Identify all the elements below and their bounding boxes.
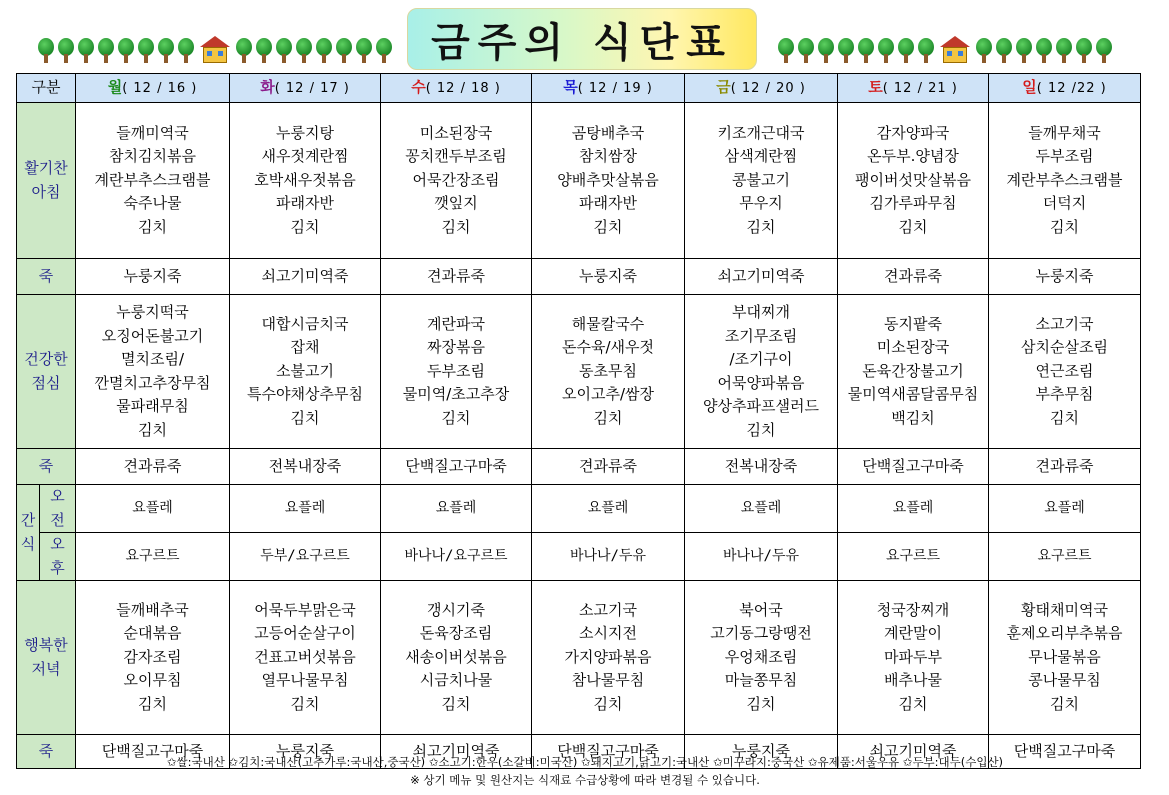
menu-item: 김치 bbox=[138, 694, 167, 713]
change-notice: ※ 상기 메뉴 및 원산지는 식재료 수급상황에 따라 변경될 수 있습니다. bbox=[410, 773, 760, 787]
day-name: 월 bbox=[107, 77, 123, 96]
snack-am-item: 요플레 bbox=[685, 485, 838, 533]
page-title: 금주의 식단표 bbox=[407, 8, 757, 70]
tree-icon bbox=[38, 38, 54, 64]
snack-pm-item: 요구르트 bbox=[838, 533, 989, 581]
tree-icon bbox=[118, 38, 134, 64]
tree-icon bbox=[296, 38, 312, 64]
porridge-morning-label bbox=[17, 259, 76, 295]
left-tree-decoration bbox=[38, 38, 392, 64]
menu-item: 순대볶음 bbox=[123, 624, 182, 643]
snack-pm-label-line: 후 bbox=[50, 558, 65, 577]
day-header bbox=[685, 74, 838, 103]
menu-item: 김치 bbox=[441, 694, 471, 713]
porridge-item: 누룽지죽 bbox=[532, 259, 685, 295]
porridge-lunch-row bbox=[17, 449, 1141, 485]
tree-icon bbox=[376, 38, 392, 64]
menu-item: 새우젓계란찜 bbox=[261, 147, 349, 166]
lunch-label-line: 건강한 bbox=[24, 350, 68, 368]
dinner-menu-cell bbox=[230, 581, 381, 735]
porridge-lunch-label bbox=[17, 449, 76, 485]
menu-item: 어묵두부맑은국 bbox=[254, 600, 356, 619]
lunch-menu-cell bbox=[532, 295, 685, 449]
menu-item: 물파래무침 bbox=[116, 397, 189, 415]
menu-item: 김치 bbox=[746, 694, 776, 713]
tree-icon bbox=[138, 38, 154, 64]
porridge-item: 단백질고구마죽 bbox=[989, 735, 1141, 769]
porridge-item: 견과류죽 bbox=[381, 259, 532, 295]
snack-am-row bbox=[17, 485, 1141, 533]
menu-item: 꽁치캔두부조림 bbox=[405, 147, 507, 166]
lunch-label-line: 점심 bbox=[31, 373, 61, 392]
menu-item: 마파두부 bbox=[884, 647, 942, 666]
tree-icon bbox=[798, 38, 814, 64]
menu-item: 물미역새콤달콤무침 bbox=[847, 385, 979, 404]
menu-item: 소고기국 bbox=[1035, 314, 1094, 333]
porridge-item: 견과류죽 bbox=[989, 449, 1141, 485]
snack-am-item: 요플레 bbox=[381, 485, 532, 533]
menu-item: 김치 bbox=[1050, 217, 1079, 236]
menu-item: 키조개근대국 bbox=[717, 123, 805, 142]
menu-item: 멸치조림/ bbox=[121, 350, 185, 368]
lunch-menu-cell bbox=[989, 295, 1141, 449]
menu-item: 소불고기 bbox=[276, 361, 334, 380]
lunch-menu-cell bbox=[381, 295, 532, 449]
menu-item: 조기무조림 bbox=[724, 326, 798, 345]
tree-icon bbox=[878, 38, 894, 64]
day-date: ( 12 /22 ) bbox=[1036, 80, 1107, 96]
porridge-item: 단백질고구마죽 bbox=[381, 449, 532, 485]
day-header bbox=[230, 74, 381, 103]
snack-pm-label-line: 오 bbox=[50, 535, 65, 553]
lunch-row bbox=[17, 295, 1141, 449]
breakfast-menu-cell bbox=[532, 103, 685, 259]
snack-am-label-line: 오 bbox=[50, 487, 65, 505]
porridge-item: 누룽지죽 bbox=[685, 735, 838, 769]
tree-icon bbox=[1096, 38, 1112, 64]
breakfast-menu-cell bbox=[989, 103, 1141, 259]
menu-item: 특수야채상추무침 bbox=[247, 385, 363, 404]
menu-item: 김치 bbox=[1050, 694, 1079, 713]
header-row bbox=[17, 74, 1141, 103]
porridge-item: 단백질고구마죽 bbox=[76, 735, 230, 769]
lunch-menu-cell bbox=[685, 295, 838, 449]
menu-item: 깻잎지 bbox=[434, 194, 478, 213]
day-header bbox=[838, 74, 989, 103]
menu-item: 어묵간장조림 bbox=[412, 170, 500, 189]
lunch-menu-cell bbox=[76, 295, 230, 449]
menu-item: 물미역/초고추장 bbox=[402, 385, 510, 404]
dinner-menu-cell bbox=[532, 581, 685, 735]
dinner-menu-cell bbox=[685, 581, 838, 735]
menu-item: 콩나물무침 bbox=[1028, 671, 1101, 690]
day-name: 일 bbox=[1022, 77, 1037, 96]
snack-am-item: 요플레 bbox=[989, 485, 1141, 533]
day-name: 수 bbox=[411, 77, 426, 96]
tree-icon bbox=[98, 38, 114, 64]
menu-item: 돈육장조림 bbox=[419, 624, 493, 643]
snack-pm-label bbox=[40, 533, 76, 581]
breakfast-menu-cell bbox=[76, 103, 230, 259]
day-header bbox=[76, 74, 230, 103]
menu-item: 김치 bbox=[1050, 408, 1079, 427]
menu-item: 백김치 bbox=[891, 408, 935, 427]
dinner-menu-cell bbox=[989, 581, 1141, 735]
tree-icon bbox=[976, 38, 992, 64]
menu-item: 김치 bbox=[593, 408, 623, 427]
breakfast-label-line: 활기찬 bbox=[24, 159, 68, 177]
porridge-item: 누룽지죽 bbox=[76, 259, 230, 295]
menu-item: 열무나물무침 bbox=[261, 671, 349, 690]
porridge-item: 쇠고기미역죽 bbox=[685, 259, 838, 295]
menu-item: 가지양파볶음 bbox=[564, 647, 652, 666]
menu-item: 숙주나물 bbox=[123, 194, 182, 213]
menu-item: 돈육간장불고기 bbox=[862, 361, 964, 380]
snack-label-line: 간 bbox=[20, 511, 36, 529]
menu-item: 김치 bbox=[290, 217, 320, 236]
breakfast-menu-cell bbox=[838, 103, 989, 259]
menu-item: 무우지 bbox=[739, 194, 783, 213]
right-tree-decoration bbox=[778, 38, 1112, 64]
snack-am-item: 요플레 bbox=[838, 485, 989, 533]
menu-item: 미소된장국 bbox=[419, 123, 493, 142]
menu-item: 마늘쫑무침 bbox=[724, 671, 798, 690]
menu-item: 누룽지떡국 bbox=[116, 303, 189, 321]
house-icon bbox=[200, 36, 230, 64]
menu-item: 김치 bbox=[898, 217, 928, 236]
dinner-label-line: 행복한 bbox=[24, 636, 68, 654]
menu-item: 무나물볶음 bbox=[1028, 647, 1101, 666]
menu-item: 더덕지 bbox=[1042, 194, 1087, 213]
snack-am-label bbox=[40, 485, 76, 533]
breakfast-label-line: 아침 bbox=[31, 182, 61, 201]
day-date: ( 12 / 20 ) bbox=[730, 80, 806, 96]
breakfast-label bbox=[17, 103, 76, 259]
menu-item: 삼치순살조림 bbox=[1021, 338, 1108, 357]
porridge-item: 쇠고기미역죽 bbox=[381, 735, 532, 769]
menu-item: 건표고버섯볶음 bbox=[254, 647, 356, 666]
breakfast-menu-cell bbox=[381, 103, 532, 259]
menu-item: 양상추파프샐러드 bbox=[703, 397, 819, 415]
menu-item: 오이무침 bbox=[123, 671, 182, 690]
day-date: ( 12 / 18 ) bbox=[425, 80, 501, 96]
tree-icon bbox=[276, 38, 292, 64]
snack-am-item: 요플레 bbox=[230, 485, 381, 533]
breakfast-row bbox=[17, 103, 1141, 259]
menu-item: 두부조림 bbox=[427, 361, 485, 380]
menu-item: 소시지전 bbox=[579, 624, 637, 643]
porridge-morning-label-line: 죽 bbox=[38, 266, 54, 285]
menu-item: 소고기국 bbox=[579, 600, 637, 619]
menu-item: 오이고추/쌈장 bbox=[562, 385, 655, 404]
menu-item: 계란파국 bbox=[427, 314, 485, 333]
tree-icon bbox=[178, 38, 194, 64]
snack-label-line: 식 bbox=[20, 534, 36, 553]
tree-icon bbox=[996, 38, 1012, 64]
day-header bbox=[989, 74, 1141, 103]
menu-item: 새송이버섯볶음 bbox=[405, 647, 507, 666]
menu-item: 우엉채조림 bbox=[724, 647, 798, 666]
dinner-row bbox=[17, 581, 1141, 735]
lunch-menu-cell bbox=[838, 295, 989, 449]
porridge-item: 단백질고구마죽 bbox=[838, 449, 989, 485]
lunch-label bbox=[17, 295, 76, 449]
menu-item: 참나물무침 bbox=[571, 671, 645, 690]
menu-item: 김치 bbox=[138, 217, 167, 236]
porridge-item: 견과류죽 bbox=[76, 449, 230, 485]
menu-item: 누룽지탕 bbox=[276, 123, 334, 142]
snack-am-label-line: 전 bbox=[50, 510, 65, 529]
porridge-item: 쇠고기미역죽 bbox=[838, 735, 989, 769]
menu-item: 고기동그랑땡전 bbox=[710, 624, 812, 643]
dinner-menu-cell bbox=[838, 581, 989, 735]
gubun-header: 구분 bbox=[17, 74, 76, 103]
day-date: ( 12 / 19 ) bbox=[577, 80, 653, 96]
porridge-item: 누룽지죽 bbox=[989, 259, 1141, 295]
menu-item: 계란부추스크램블 bbox=[94, 170, 211, 189]
day-header bbox=[532, 74, 685, 103]
menu-item: 황태채미역국 bbox=[1021, 600, 1108, 619]
porridge-item: 누룽지죽 bbox=[230, 735, 381, 769]
menu-item: 시금치나물 bbox=[419, 671, 493, 690]
tree-icon bbox=[1056, 38, 1072, 64]
tree-icon bbox=[778, 38, 794, 64]
menu-item: 들깨배추국 bbox=[116, 600, 189, 619]
dinner-menu-cell bbox=[76, 581, 230, 735]
menu-item: 오징어돈불고기 bbox=[101, 326, 204, 345]
porridge-item: 견과류죽 bbox=[838, 259, 989, 295]
day-name: 화 bbox=[260, 77, 275, 96]
porridge-item: 견과류죽 bbox=[532, 449, 685, 485]
menu-item: 김치 bbox=[593, 217, 623, 236]
menu-item: 김치 bbox=[441, 408, 471, 427]
menu-item: 짜장볶음 bbox=[427, 338, 485, 357]
porridge-lunch-label-line: 죽 bbox=[38, 456, 54, 475]
menu-item: 참치김치볶음 bbox=[109, 147, 196, 166]
tree-icon bbox=[1076, 38, 1092, 64]
tree-icon bbox=[838, 38, 854, 64]
menu-item: 미소된장국 bbox=[876, 338, 950, 357]
snack-pm-item: 바나나/요구르트 bbox=[381, 533, 532, 581]
tree-icon bbox=[898, 38, 914, 64]
snack-pm-item: 두부/요구르트 bbox=[230, 533, 381, 581]
menu-item: 파래자반 bbox=[579, 194, 637, 213]
menu-item: 김치 bbox=[898, 694, 928, 713]
breakfast-menu-cell bbox=[685, 103, 838, 259]
menu-item: 팽이버섯맛살볶음 bbox=[855, 170, 971, 189]
day-date: ( 12 / 17 ) bbox=[274, 80, 350, 96]
menu-item: 대합시금치국 bbox=[261, 314, 349, 333]
day-header bbox=[381, 74, 532, 103]
snack-am-item: 요플레 bbox=[76, 485, 230, 533]
menu-item: 감자조림 bbox=[123, 647, 182, 666]
menu-item: 두부조림 bbox=[1035, 147, 1094, 166]
menu-item: 김치 bbox=[746, 420, 776, 439]
menu-item: 양배추맛살볶음 bbox=[557, 170, 659, 189]
menu-item: 김치 bbox=[290, 408, 320, 427]
menu-item: 호박새우젓볶음 bbox=[254, 170, 356, 189]
menu-item: 계란말이 bbox=[884, 624, 942, 643]
menu-item: 들깨미역국 bbox=[116, 123, 189, 142]
tree-icon bbox=[58, 38, 74, 64]
porridge-item: 단백질고구마죽 bbox=[532, 735, 685, 769]
day-name: 금 bbox=[716, 77, 731, 96]
day-name: 목 bbox=[563, 77, 578, 96]
menu-item: 곰탕배추국 bbox=[571, 123, 645, 142]
weekly-menu-table bbox=[16, 73, 1141, 769]
house-icon bbox=[940, 36, 970, 64]
snack-pm-item: 요구르트 bbox=[989, 533, 1141, 581]
menu-item: 파래자반 bbox=[276, 194, 334, 213]
menu-item: 김치 bbox=[290, 694, 320, 713]
menu-item: 부추무침 bbox=[1035, 385, 1094, 404]
menu-item: 깐멸치고추장무침 bbox=[94, 373, 211, 392]
menu-item: /조기구이 bbox=[729, 350, 793, 368]
breakfast-menu-cell bbox=[230, 103, 381, 259]
menu-item: 연근조림 bbox=[1035, 361, 1094, 380]
menu-item: 콩불고기 bbox=[732, 170, 790, 189]
tree-icon bbox=[356, 38, 372, 64]
snack-am-item: 요플레 bbox=[532, 485, 685, 533]
porridge-item: 전복내장죽 bbox=[230, 449, 381, 485]
dinner-label bbox=[17, 581, 76, 735]
origin-footnote: ✩쌀:국내산 ✩김치:국내산(고추가루:국내산,중국산) ✩소고기:한우(소갈비:미국산) ✩돼지고기,닭고기:국내산 ✩미꾸라지:중국산 ✩유제품:서울우유 ✩두부:대두(수입산) bbox=[166, 755, 1004, 769]
menu-item: 해물칼국수 bbox=[571, 314, 645, 333]
tree-icon bbox=[918, 38, 934, 64]
lunch-menu-cell bbox=[230, 295, 381, 449]
menu-item: 갱시기죽 bbox=[427, 600, 485, 619]
tree-icon bbox=[158, 38, 174, 64]
tree-icon bbox=[316, 38, 332, 64]
menu-item: 김치 bbox=[746, 217, 776, 236]
porridge-item: 쇠고기미역죽 bbox=[230, 259, 381, 295]
porridge-item: 전복내장죽 bbox=[685, 449, 838, 485]
menu-item: 북어국 bbox=[739, 600, 783, 619]
snack-pm-item: 바나나/두유 bbox=[685, 533, 838, 581]
menu-item: 배추나물 bbox=[884, 671, 942, 690]
menu-item: 참치쌈장 bbox=[579, 147, 637, 166]
tree-icon bbox=[818, 38, 834, 64]
menu-item: 잡채 bbox=[290, 338, 320, 357]
tree-icon bbox=[336, 38, 352, 64]
menu-item: 동지팥죽 bbox=[884, 314, 942, 333]
menu-item: 김가루파무침 bbox=[869, 194, 957, 213]
menu-item: 김치 bbox=[138, 420, 167, 439]
menu-item: 삼색계란찜 bbox=[724, 147, 798, 166]
dinner-menu-cell bbox=[381, 581, 532, 735]
menu-item: 감자양파국 bbox=[876, 123, 950, 142]
menu-item: 훈제오리부추볶음 bbox=[1006, 624, 1123, 643]
tree-icon bbox=[1016, 38, 1032, 64]
day-name: 토 bbox=[868, 77, 883, 96]
day-date: ( 12 / 21 ) bbox=[882, 80, 958, 96]
snack-pm-item: 요구르트 bbox=[76, 533, 230, 581]
menu-item: 고등어순살구이 bbox=[254, 624, 356, 643]
menu-item: 동초무침 bbox=[579, 361, 637, 380]
tree-icon bbox=[236, 38, 252, 64]
porridge-dinner-label-line: 죽 bbox=[38, 741, 54, 760]
menu-item: 온두부.양념장 bbox=[867, 147, 959, 166]
porridge-morning-row bbox=[17, 259, 1141, 295]
dinner-label-line: 저녁 bbox=[31, 659, 61, 678]
menu-item: 청국장찌개 bbox=[876, 600, 950, 619]
snack-pm-row bbox=[17, 533, 1141, 581]
tree-icon bbox=[1036, 38, 1052, 64]
menu-item: 계란부추스크램블 bbox=[1006, 170, 1123, 189]
menu-item: 들깨무채국 bbox=[1028, 123, 1101, 142]
menu-item: 어묵양파볶음 bbox=[717, 373, 805, 392]
tree-icon bbox=[858, 38, 874, 64]
menu-item: 김치 bbox=[593, 694, 623, 713]
snack-pm-item: 바나나/두유 bbox=[532, 533, 685, 581]
menu-item: 부대찌개 bbox=[732, 303, 790, 321]
menu-item: 돈수육/새우젓 bbox=[562, 338, 655, 357]
tree-icon bbox=[78, 38, 94, 64]
menu-item: 김치 bbox=[441, 217, 471, 236]
tree-icon bbox=[256, 38, 272, 64]
snack-label bbox=[17, 485, 40, 581]
day-date: ( 12 / 16 ) bbox=[122, 80, 198, 96]
